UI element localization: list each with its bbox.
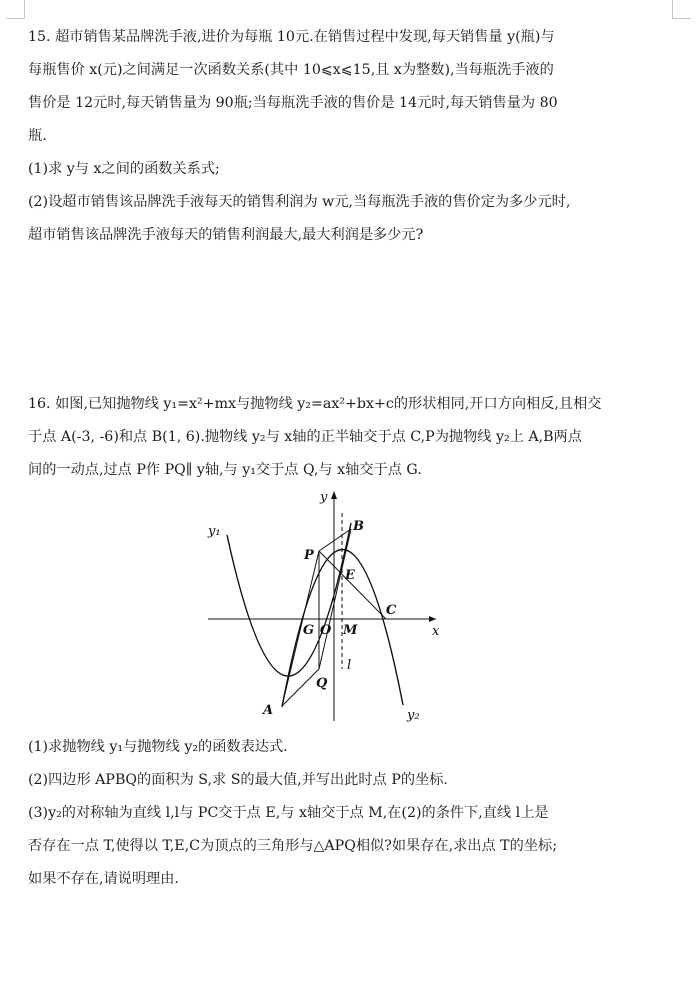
question-16 [28, 388, 668, 487]
parabola-y1 [227, 523, 351, 676]
question-16-subquestions [28, 731, 668, 896]
label-y2: y₂ [407, 708, 420, 723]
q16-sub-3: (3)y₂的对称轴为直线 l,l与 PC交于点 E,与 x轴交于点 M,在(2)的条件下,直线 l上是 [28, 805, 549, 821]
q15-line-2: 每瓶售价 x(元)之间满足一次函数关系(其中 10⩽x⩽15,且 x为整数),当每瓶洗手液的 [28, 62, 554, 78]
question-15 [28, 21, 668, 252]
segment-BQ [319, 529, 351, 669]
label-A: A [263, 703, 274, 718]
q16-sub-3-cont-1: 否存在一点 T,使得以 T,E,C为顶点的三角形与△APQ相似?如果存在,求出点 T的坐标; [28, 838, 557, 854]
label-Q: Q [316, 676, 328, 691]
label-B: B [353, 519, 364, 534]
label-M: M [343, 623, 358, 638]
q15-sub-2: (2)设超市销售该品牌洗手液每天的销售利润为 w元,当每瓶洗手液的售价定为多少元时, [28, 194, 571, 210]
parabola-figure [196, 483, 446, 723]
q15-sub-2-cont: 超市销售该品牌洗手液每天的销售利润最大,最大利润是多少元? [28, 227, 424, 243]
q15-line-4: 瓶. [28, 128, 47, 144]
label-G: G [303, 623, 315, 638]
label-y1: y₁ [208, 524, 221, 539]
segment-PC [319, 551, 386, 619]
segment-QA [282, 669, 319, 706]
label-O: O [320, 623, 332, 638]
q15-line-1: 15. 超市销售某品牌洗手液,进价为每瓶 10元.在销售过程中发现,每天销售量 y(瓶)与 [28, 29, 555, 45]
x-axis-arrow-icon [429, 616, 436, 622]
label-y: y [320, 490, 328, 505]
label-x: x [432, 624, 440, 639]
y-axis-arrow-icon [331, 491, 337, 499]
q16-sub-3-cont-2: 如果不存在,请说明理由. [28, 871, 179, 887]
label-E: E [345, 568, 355, 583]
q16-line-3: 间的一动点,过点 P作 PQ∥ y轴,与 y₁交于点 Q,与 x轴交于点 G. [28, 462, 422, 478]
q16-sub-1: (1)求抛物线 y₁与抛物线 y₂的函数表达式. [28, 739, 288, 755]
label-P: P [304, 548, 314, 563]
q16-line-2: 于点 A(-3, -6)和点 B(1, 6).抛物线 y₂与 x轴的正半轴交于点 C,P为抛物线 y₂上 A,B两点 [28, 429, 582, 445]
page-corner-mark-top-right [672, 0, 691, 19]
label-C: C [386, 603, 397, 618]
q16-line-1: 16. 如图,已知抛物线 y₁=x²+mx与抛物线 y₂=ax²+bx+c的形状相同,开口方向相反,且相交 [28, 396, 602, 412]
q15-sub-1: (1)求 y与 x之间的函数关系式; [28, 161, 220, 177]
q16-sub-2: (2)四边形 APBQ的面积为 S,求 S的最大值,并写出此时点 P的坐标. [28, 772, 448, 788]
q15-line-3: 售价是 12元时,每天销售量为 90瓶;当每瓶洗手液的售价是 14元时,每天销售量为 80 [28, 95, 558, 111]
label-l: l [347, 658, 352, 673]
page-corner-mark-top-left [6, 0, 25, 19]
